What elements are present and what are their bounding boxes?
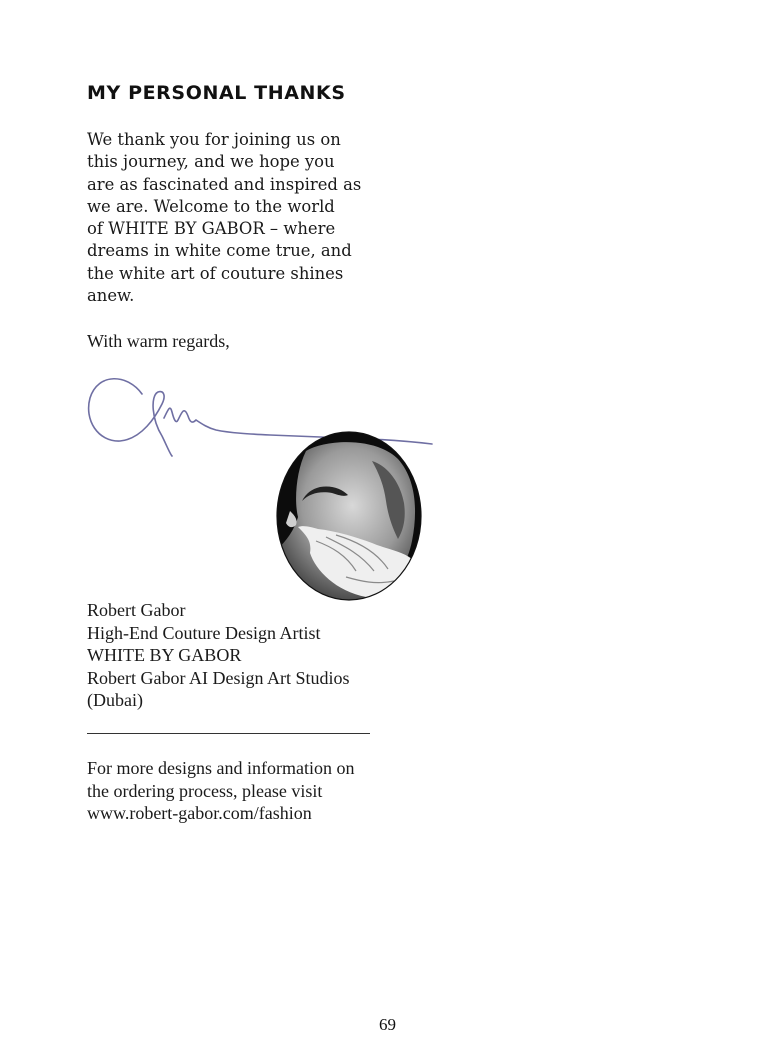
info-line: the ordering process, please visit (87, 780, 323, 801)
paragraph-line: dreams in white come true, and (87, 241, 352, 261)
website-url: www.robert-gabor.com/fashion (87, 803, 312, 824)
info-line: For more designs and information on (87, 758, 355, 778)
brand-name: WHITE BY GABOR (87, 645, 242, 666)
paragraph-line: we are. Welcome to the world (87, 196, 335, 216)
closing-salutation: With warm regards, (87, 331, 230, 351)
thanks-paragraph (87, 129, 377, 307)
author-title: High-End Couture Design Artist (87, 622, 321, 643)
more-info-paragraph (87, 757, 354, 825)
horizontal-divider (87, 733, 370, 734)
signature-block (87, 599, 350, 712)
portrait-image (276, 431, 422, 601)
paragraph-line: anew. (87, 286, 135, 306)
page-heading: MY PERSONAL THANKS (87, 82, 346, 104)
studio-location: (Dubai) (87, 690, 143, 711)
author-name: Robert Gabor (87, 600, 186, 620)
studio-name: Robert Gabor AI Design Art Studios (87, 667, 350, 688)
paragraph-line: of WHITE BY GABOR – where (87, 219, 336, 239)
paragraph-line: We thank you for joining us on (87, 130, 341, 149)
paragraph-line: are as fascinated and inspired as (87, 174, 362, 194)
page-number: 69 (379, 1015, 396, 1034)
paragraph-line: this journey, and we hope you (87, 152, 335, 172)
paragraph-line: the white art of couture shines (87, 263, 344, 283)
